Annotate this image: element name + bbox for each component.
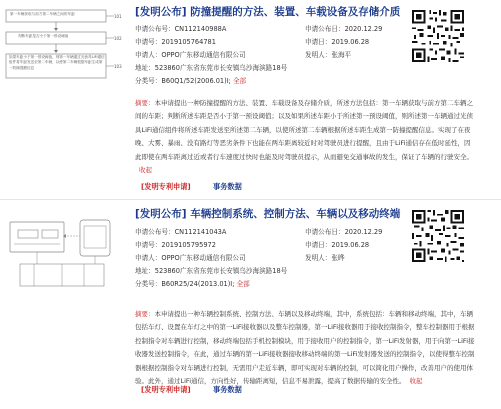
result-1-abstract xyxy=(135,97,475,177)
result-2-abstract xyxy=(135,308,475,388)
class-all-link[interactable]: 全部 xyxy=(236,280,250,288)
applicant-label: 申请人： xyxy=(135,254,162,262)
app-date-label: 申请日： xyxy=(305,38,332,46)
apply-no-value: CN112140988A xyxy=(174,25,227,33)
result-1-thumbnail[interactable] xyxy=(4,8,126,104)
result-1-apply-date xyxy=(305,25,382,34)
result-card-1 xyxy=(0,0,501,200)
result-1-app-date xyxy=(305,38,369,47)
result-2-inventor xyxy=(305,254,345,263)
inventor-label: 发明人： xyxy=(305,51,332,59)
thumb-tag-103: 103 xyxy=(114,64,122,69)
apply-date-value: 2020.12.29 xyxy=(344,228,383,236)
thumb-tag-101: 101 xyxy=(114,14,122,19)
app-no-label: 申请号： xyxy=(135,38,162,46)
app-date-value: 2019.06.28 xyxy=(331,38,370,46)
address-label: 地址： xyxy=(135,64,155,72)
result-1-status-link[interactable]: 事务数据 xyxy=(213,182,242,191)
apply-no-label: 申请公布号： xyxy=(135,25,175,33)
thumb-line-1: 第一车辆获取与前方第二车辆之间的车距 xyxy=(10,12,75,16)
thumb-line-2: 判断车距是否小于第一预设阈值 xyxy=(18,34,69,38)
abstract-label: 摘要： xyxy=(135,99,155,107)
result-2-app-no xyxy=(135,241,216,250)
apply-date-label: 申请公布日： xyxy=(305,25,345,33)
qr-code-icon xyxy=(410,208,466,264)
result-1-full-text-link[interactable]: [发明专利申请] xyxy=(141,182,191,191)
result-1-applicant xyxy=(135,51,246,60)
result-2-applicant xyxy=(135,254,246,263)
thumb-line-3: 如果车距小于第一预设阈值，则第一车辆通过光侦具LiFi通信组件将车距发送至第二车辆，以使第二车辆根据车距生成第一防撞提醒信息 xyxy=(9,55,105,70)
result-1-inventor xyxy=(305,51,351,60)
result-1-address xyxy=(135,64,287,73)
class-all-link[interactable]: 全部 xyxy=(232,77,247,85)
result-2-status-link[interactable]: 事务数据 xyxy=(213,385,242,394)
class-label: 分类号： xyxy=(135,280,162,288)
app-no-value: 2019105764781 xyxy=(161,38,216,46)
result-2-address xyxy=(135,267,287,276)
result-1-class xyxy=(135,77,246,86)
abstract-label: 摘要： xyxy=(135,310,155,318)
app-no-label: 申请号： xyxy=(135,241,162,249)
applicant-value: OPPO广东移动通信有限公司 xyxy=(161,51,246,59)
result-2-app-date xyxy=(305,241,369,250)
apply-date-label: 申请公布日： xyxy=(305,228,345,236)
address-label: 地址： xyxy=(135,267,155,275)
system-diagram-thumbnail-icon xyxy=(4,208,126,304)
thumb-tag-102: 102 xyxy=(114,36,122,41)
result-2-apply-no xyxy=(135,228,226,237)
abstract-collapse-link[interactable]: 收起 xyxy=(409,377,423,386)
apply-date-value: 2020.12.29 xyxy=(344,25,383,33)
inventor-value: 张海平 xyxy=(331,51,352,59)
app-no-value: 2019105795972 xyxy=(161,241,216,249)
abstract-text: 本申请提出一种防撞提醒的方法、装置、车载设备及存储介质，所述方法包括：第一车辆获取与前方第二车辆之间的车距；判断所述车距是否小于第一预设阈值；以及如果所述车距小于所述第一预设阈值，则所述第一车辆通过光侦具LiFi通信组件将所述车距发送至所述第二车辆，以使所述第二车辆根据所述车距生成第一防撞提醒信息。实现了在夜晚、大雾、暴雨、没有路灯等恶劣条件下也能在两车距离较近时对驾驶员进行提醒，且由于LiFi通信存在低时延性，因此即使在两车距离过近或者行车速度过快时也能及时驾驶员提示，从而避免交通事故的发生，保证了车辆的行驶安全。 xyxy=(135,99,473,161)
apply-no-value: CN112141043A xyxy=(174,228,227,236)
result-2-full-text-link[interactable]: [发明专利申请] xyxy=(141,385,191,394)
address-value: 523860广东省东莞市长安镇乌沙海滨路18号 xyxy=(154,267,288,275)
result-2-thumbnail[interactable] xyxy=(4,208,126,304)
class-label: 分类号： xyxy=(135,77,162,85)
result-card-2 xyxy=(0,200,501,409)
result-2-class xyxy=(135,280,250,289)
apply-no-label: 申请公布号： xyxy=(135,228,175,236)
qr-code-icon xyxy=(410,8,466,64)
address-value: 523860广东省东莞市长安镇乌沙海滨路18号 xyxy=(154,64,288,72)
class-value: B60R25/24(2013.01)I; xyxy=(161,280,235,288)
app-date-value: 2019.06.28 xyxy=(331,241,370,249)
class-value: B60Q1/52(2006.01)I; xyxy=(161,77,231,85)
abstract-collapse-link[interactable]: 收起 xyxy=(139,166,152,175)
abstract-text: 本申请提出一种车辆控制系统、控制方法、车辆以及移动终端，其中，系统包括：车辆和移动终端，其中，车辆包括车灯、设置在车灯之中的第一LiFi接收器以及整车控制器，第一LiFi接收器用于接收控制指令，整车控制器用于根据控制指令对车辆进行控制，移动终端包括手机控制模块，用于接收用户的控制指令，第一LiFi发射器，用于向第一LiFi接收器发送控制指令，在此，通过车辆的第一LiFi接收器接收移动终端的第一LiFi发射器发送的控制指令，以使得整车控制器根据控制指令对车辆进行控制，无需用户走近车辆，即可实现对车辆的控制，可以简化用户操作，改善用户的使用体验。此外，通过LiFi通信，方向性好，传输距离短，信息不易泄露，提高了数据传输的安全性。 xyxy=(135,310,475,386)
result-2-title[interactable]: [发明公布] 车辆控制系统、控制方法、车辆以及移动终端 xyxy=(135,208,401,220)
phone-icon xyxy=(80,220,110,256)
inventor-label: 发明人： xyxy=(305,254,332,262)
result-1-apply-no xyxy=(135,25,226,34)
applicant-value: OPPO广东移动通信有限公司 xyxy=(161,254,246,262)
result-1-title[interactable]: [发明公布] 防撞提醒的方法、装置、车载设备及存储介质 xyxy=(135,6,401,18)
app-date-label: 申请日： xyxy=(305,241,332,249)
applicant-label: 申请人： xyxy=(135,51,162,59)
result-1-app-no xyxy=(135,38,216,47)
inventor-value: 张晔 xyxy=(331,254,345,262)
result-2-apply-date xyxy=(305,228,382,237)
